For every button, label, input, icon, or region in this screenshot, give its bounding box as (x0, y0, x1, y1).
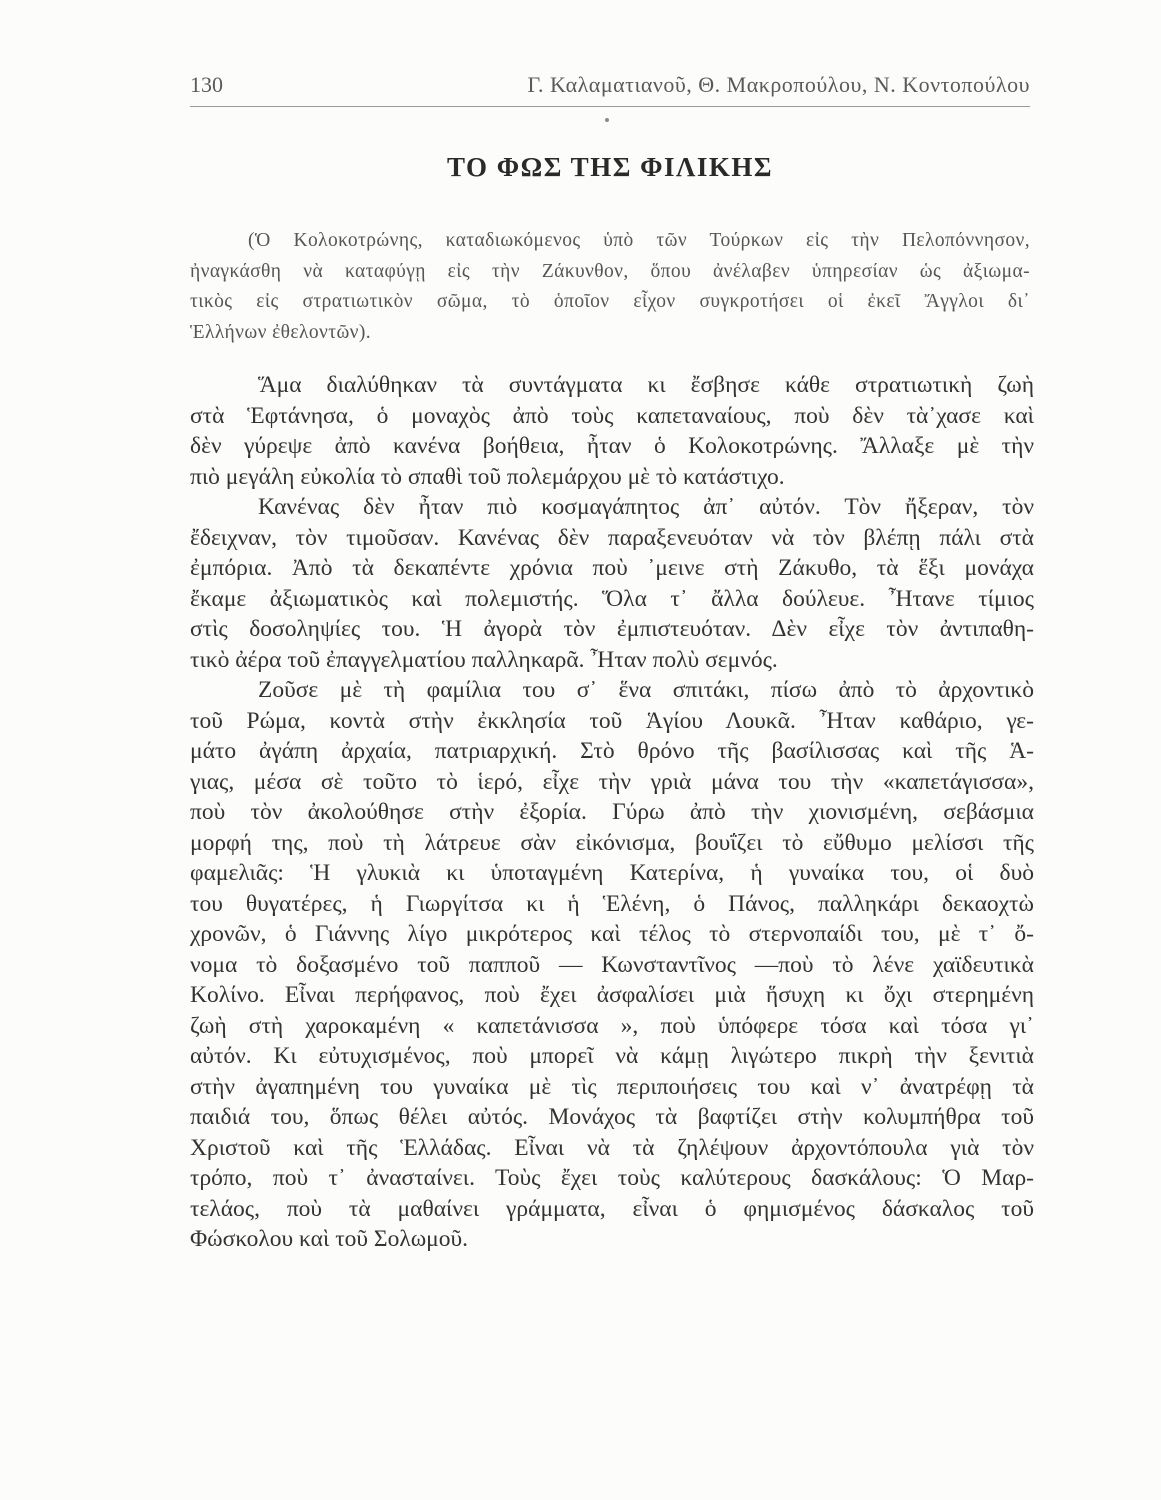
running-head (190, 70, 1030, 107)
body-line: πιὸ μεγάλη εὐκολία τὸ σπαθὶ τοῦ πολεμάρχου μὲ τὸ κατάστιχο. (190, 463, 785, 490)
body-line: ἔδειχναν, τὸν τιμοῦσαν. Κανένας δὲν παραξενευόταν νὰ τὸν βλέπῃ πάλι στὰ (190, 524, 1034, 551)
body-line: Φώσκολου καὶ τοῦ Σολωμοῦ. (190, 1226, 469, 1252)
body-line: τελάος, ποὺ τὰ μαθαίνει γράμματα, εἶναι ὁ φημισμένος δάσκαλος τοῦ (190, 1195, 1034, 1222)
intro-line: Ἑλλήνων ἐθελοντῶν). (190, 321, 372, 343)
body-line: γιας, μέσα σὲ τοῦτο τὸ ἱερό, εἶχε τὴν γριὰ μάνα του τὴν «καπετάγισσα», (190, 768, 1034, 795)
body-line: ἔκαμε ἀξιωματικὸς καὶ πολεμιστής. Ὅλα τ᾽ ἄλλα δούλευε. Ἦτανε τίμιος (190, 585, 1034, 612)
body-line: φαμελιᾶς: Ἡ γλυκιὰ κι ὑποταγμένη Κατερίνα, ἡ γυναίκα του, οἱ δυὸ (190, 860, 1034, 886)
page-number: 130 (190, 72, 223, 97)
body-line: Ἅμα διαλύθηκαν τὰ συντάγματα κι ἔσβησε κάθε στρατιωτικὴ ζωὴ (258, 372, 1034, 398)
body-line: Κολίνο. Εἶναι περήφανος, ποὺ ἔχει ἀσφαλίσει μιὰ ἥσυχη κι ὄχι στερημένη (190, 982, 1034, 1008)
intro-paragraph (190, 226, 1030, 348)
body-line: παιδιά του, ὅπως θέλει αὐτός. Μονάχος τὰ βαφτίζει στὴν κολυμπήθρα τοῦ (190, 1104, 1034, 1130)
body-line: δὲν γύρεψε ἀπὸ κανένα βοήθεια, ἦταν ὁ Κολοκοτρώνης. Ἄλλαξε μὲ τὴν (190, 433, 1034, 459)
body-line: στὶς δοσοληψίες του. Ἡ ἀγορὰ τὸν ἐμπιστευόταν. Δὲν εἶχε τὸν ἀντιπαθη- (190, 616, 1034, 642)
body-line: στὰ Ἑφτάνησα, ὁ μοναχὸς ἀπὸ τοὺς καπεταναίους, ποὺ δὲν τὰ᾽χασε καὶ (190, 402, 1034, 429)
body-line: αὐτόν. Κι εὐτυχισμένος, ποὺ μπορεῖ νὰ κάμῃ λιγώτερο πικρὴ τὴν ξενιτιὰ (190, 1043, 1034, 1069)
body-line: χρονῶν, ὁ Γιάννης λίγο μικρότερος καὶ τέλος τὸ στερνοπαίδι του, μὲ τ᾽ ὄ- (190, 921, 1034, 947)
body-line: ποὺ τὸν ἀκολούθησε στὴν ἐξορία. Γύρω ἀπὸ τὴν χιονισμένη, σεβάσμια (190, 799, 1034, 825)
body-line: νομα τὸ δοξασμένο τοῦ παπποῦ — Κωνσταντῖνος —ποὺ τὸ λένε χαϊδευτικὰ (190, 951, 1034, 978)
body-line: του θυγατέρες, ἡ Γιωργίτσα κι ἡ Ἑλένη, ὁ Πάνος, παλληκάρι δεκαοχτὼ (190, 890, 1034, 917)
body-line: Κανένας δὲν ἦταν πιὸ κοσμαγάπητος ἀπ᾽ αὐτόν. Τὸν ἤξεραν, τὸν (258, 494, 1034, 520)
ornament-dot (605, 118, 609, 122)
chapter-title: ΤΟ ΦΩΣ ΤΗΣ ΦΙΛΙΚΗΣ (446, 152, 774, 182)
body-line: ζωὴ στὴ χαροκαμένη « καπετάνισσα », ποὺ ὑπόφερε τόσα καὶ τόσα γι᾽ (190, 1012, 1034, 1039)
body-line: ἐμπόρια. Ἀπὸ τὰ δεκαπέντε χρόνια ποὺ ᾽μεινε στὴ Ζάκυθο, τὰ ἕξι μονάχα (190, 555, 1034, 581)
intro-line: (Ὁ Κολοκοτρώνης, καταδιωκόμενος ὑπὸ τῶν Τούρκων εἰς τὴν Πελοπόννησον, (248, 230, 1030, 251)
body-line: στὴν ἀγαπημένη του γυναίκα μὲ τὶς περιποιήσεις του καὶ ν᾽ ἀνατρέφῃ τὰ (190, 1073, 1034, 1100)
body-text (190, 370, 1034, 1255)
intro-line: ἠναγκάσθη νὰ καταφύγῃ εἰς τὴν Ζάκυνθον, ὅπου ἀνέλαβεν ὑπηρεσίαν ὡς ἀξιωμα- (190, 260, 1030, 282)
body-line: μορφή της, ποὺ τὴ λάτρευε σὰν εἰκόνισμα, βουΐζει τὸ εὔθυμο μελίσσι τῆς (190, 829, 1034, 856)
running-head-authors: Γ. Καλαματιανοῦ, Θ. Μακροπούλου, Ν. Κοντοπούλου (527, 72, 1030, 97)
body-line: τρόπο, ποὺ τ᾽ ἀνασταίνει. Τοὺς ἔχει τοὺς καλύτερους δασκάλους: Ὁ Μαρ- (190, 1165, 1034, 1191)
intro-line: τικὸς εἰς στρατιωτικὸν σῶμα, τὸ ὁποῖον εἶχον συγκροτήσει οἱ ἐκεῖ Ἄγγλοι δι᾽ (190, 291, 1030, 312)
body-line: μάτο ἀγάπη ἀρχαία, πατριαρχική. Στὸ θρόνο τῆς βασίλισσας καὶ τῆς Ἁ- (190, 738, 1034, 764)
body-line: τικὸ ἀέρα τοῦ ἐπαγγελματίου παλληκαρᾶ. Ἦταν πολὺ σεμνός. (190, 646, 778, 673)
body-line: Χριστοῦ καὶ τῆς Ἑλλάδας. Εἶναι νὰ τὰ ζηλέψουν ἀρχοντόπουλα γιὰ τὸν (190, 1134, 1034, 1161)
body-line: Ζοῦσε μὲ τὴ φαμίλια του σ᾽ ἕνα σπιτάκι, πίσω ἀπὸ τὸ ἀρχοντικὸ (258, 677, 1034, 703)
body-line: τοῦ Ρώμα, κοντὰ στὴν ἐκκλησία τοῦ Ἁγίου Λουκᾶ. Ἦταν καθάριο, γε- (190, 707, 1034, 734)
